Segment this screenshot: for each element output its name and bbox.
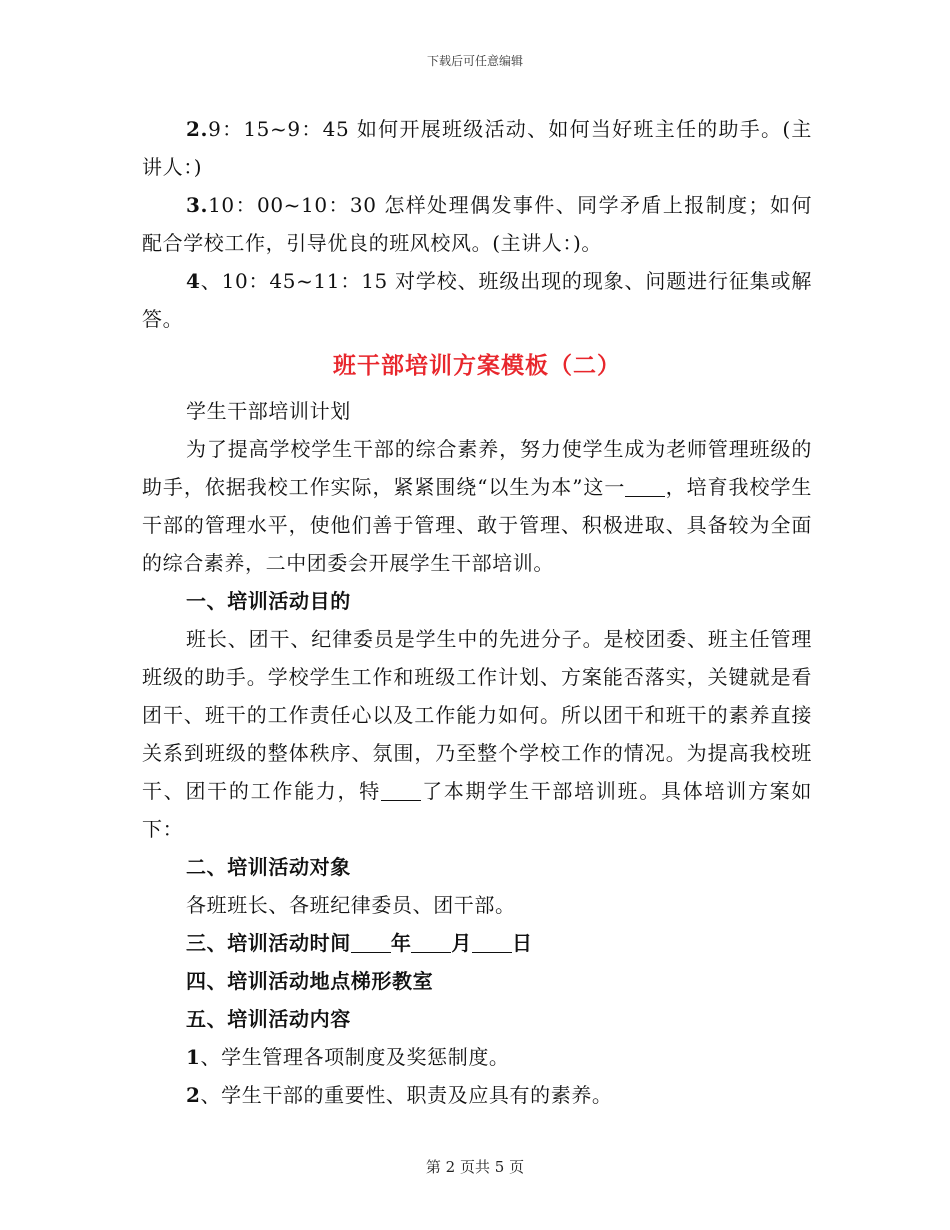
item-number: 2: [186, 1083, 201, 1107]
item-text: 、学生干部的重要性、职责及应具有的素养。: [200, 1083, 613, 1107]
schedule-item-4: [142, 262, 812, 338]
month-label: 月: [451, 931, 473, 955]
item-text: 、学生管理各项制度及奖惩制度。: [200, 1045, 510, 1069]
item-number: 2.: [186, 117, 209, 141]
heading-content: 五、培训活动内容: [186, 1007, 351, 1031]
heading-purpose: 一、培训活动目的: [186, 589, 351, 613]
fill-blank: [625, 476, 665, 497]
intro-paragraph: [142, 430, 812, 582]
document-body: [142, 110, 812, 1114]
plan-title: 学生干部培训计划: [186, 399, 351, 423]
heading-location: 四、培训活动地点梯形教室: [186, 969, 434, 993]
day-label: 日: [512, 931, 533, 955]
day-blank: [472, 932, 512, 953]
fill-blank: [381, 780, 421, 801]
item-text: 、10：45~11：15 对学校、班级出现的现象、问题进行征集或解答。: [142, 269, 812, 331]
content-item-2: [142, 1076, 812, 1114]
item-text: 10：00~10：30 怎样处理偶发事件、同学矛盾上报制度；如何配合学校工作，引导优良的班风校风。(主讲人：)。: [142, 193, 812, 255]
page-footer: 第 2 页共 5 页: [425, 1158, 525, 1176]
item-number: 1: [186, 1045, 201, 1069]
intro-text-a: 为了提高学校学生干部的综合素养，努力使学生成为老师管理班级的助手，依据我校工作实际，紧紧围绕“以生为本”这一: [142, 437, 812, 499]
time-label: 三、培训活动时间: [186, 931, 351, 955]
year-blank: [351, 932, 391, 953]
schedule-item-2: [142, 110, 812, 186]
year-label: 年: [390, 931, 412, 955]
target-text: 各班班长、各班纪律委员、团干部。: [186, 893, 516, 917]
heading-time: [142, 924, 812, 962]
heading-target: 二、培训活动对象: [186, 855, 351, 879]
intro-text-b: ，培育我校学生干部的管理水平，使他们善于管理、敢于管理、积极进取、具备较为全面的综合素养，二中团委会开展学生干部培训。: [142, 475, 812, 575]
purpose-text-b: 了本期学生干部培训班。具体培训方案如下：: [142, 779, 812, 841]
purpose-text-a: 班长、团干、纪律委员是学生中的先进分子。是校团委、班主任管理班级的助手。学校学生工作和班级工作计划、方案能否落实，关键就是看团干、班干的工作责任心以及工作能力如何。所以团干和班干的素养直接关系到班级的整体秩序、氛围，乃至整个学校工作的情况。为提高我校班干、团干的工作能力，特: [142, 627, 812, 803]
section-title: 班干部培训方案模板（二）: [333, 352, 621, 379]
item-number: 3.: [186, 193, 209, 217]
item-text: 9：15~9：45 如何开展班级活动、如何当好班主任的助手。(主讲人：): [142, 117, 812, 179]
item-number: 4: [186, 269, 201, 293]
purpose-paragraph: [142, 620, 812, 848]
schedule-item-3: [142, 186, 812, 262]
month-blank: [411, 932, 451, 953]
page-header: 下载后可任意编辑: [426, 54, 523, 68]
content-item-1: [142, 1038, 812, 1076]
